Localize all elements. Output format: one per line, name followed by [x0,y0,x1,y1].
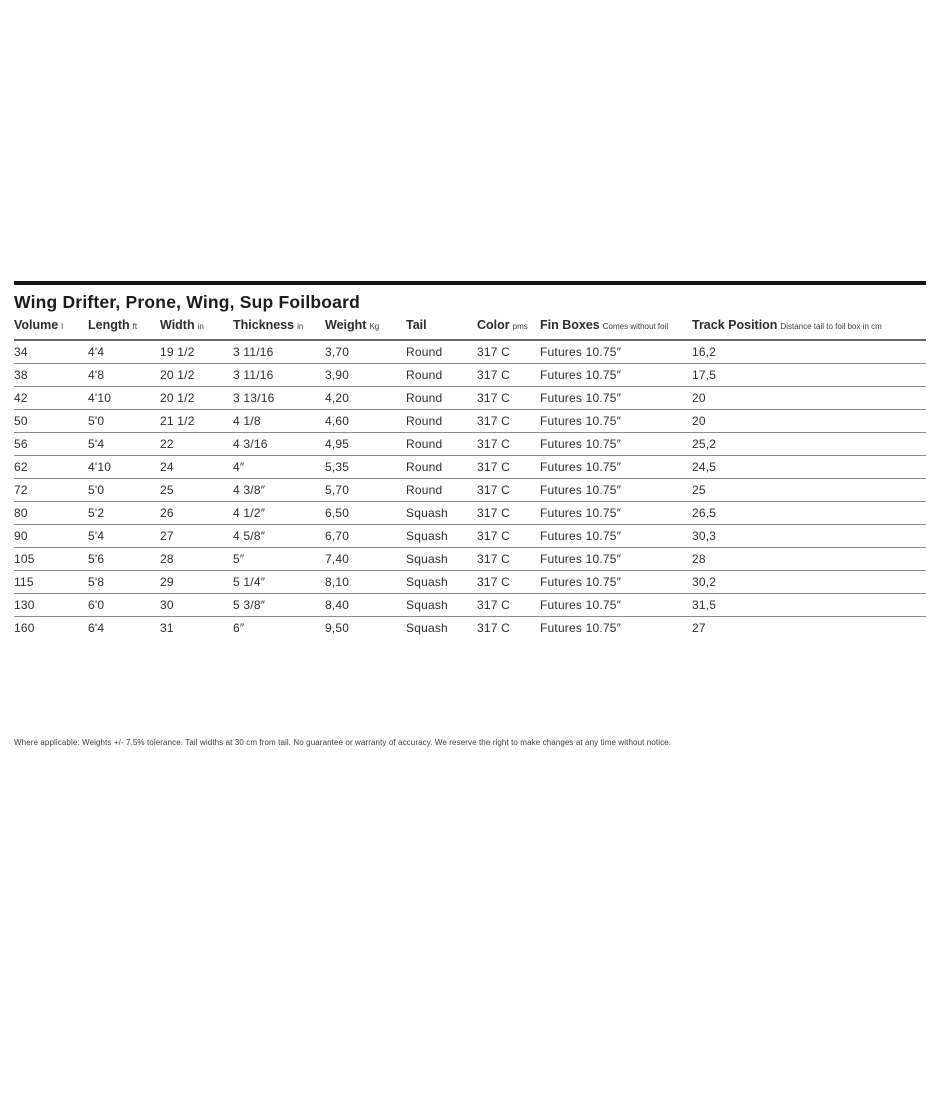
cell-color: 317 C [477,410,540,433]
cell-color: 317 C [477,525,540,548]
cell-length: 4'8 [88,364,160,387]
table-header-row [14,315,926,340]
cell-track-position: 25 [692,479,926,502]
column-header-weight [325,315,406,340]
spec-table [14,315,926,639]
cell-width: 26 [160,502,233,525]
cell-color: 317 C [477,502,540,525]
column-header-volume [14,315,88,340]
cell-weight: 9,50 [325,621,350,635]
cell-color: 317 C [477,548,540,571]
cell-tail: Round [406,340,477,364]
column-label: Volume [14,318,59,332]
cell-thickness: 4 3/16 [233,433,325,456]
cell-fin-boxes: Futures 10.75″ [540,479,692,502]
cell-track-position: 27 [692,621,706,635]
cell-width: 22 [160,433,233,456]
column-header-tail [406,315,477,340]
cell-thickness: 4 1/8 [233,410,325,433]
cell-volume: 160 [14,621,35,635]
cell-color: 317 C [477,479,540,502]
column-header-track-position [692,315,926,340]
page-title: Wing Drifter, Prone, Wing, Sup Foilboard [14,292,361,312]
table-row [14,433,926,456]
cell-fin-boxes: Futures 10.75″ [540,502,692,525]
cell-track-position: 24,5 [692,456,926,479]
cell-tail: Round [406,387,477,410]
cell-tail: Round [406,456,477,479]
cell-length: 5'0 [88,479,160,502]
cell-track-position: 30,3 [692,525,926,548]
cell-volume: 130 [14,594,88,617]
cell-weight: 8,40 [325,594,406,617]
cell-weight: 6,70 [325,525,406,548]
cell-fin-boxes: Futures 10.75″ [540,456,692,479]
cell-fin-boxes: Futures 10.75″ [540,340,692,364]
column-label: Tail [406,318,427,332]
cell-color: 317 C [477,387,540,410]
cell-weight: 3,90 [325,364,406,387]
cell-width: 24 [160,456,233,479]
column-unit: in [197,322,204,331]
column-header-length [88,315,160,340]
cell-color: 317 C [477,340,540,364]
column-label: Color [477,318,510,332]
table-row [14,456,926,479]
cell-fin-boxes: Futures 10.75″ [540,364,692,387]
table-row [14,617,926,640]
cell-tail: Round [406,364,477,387]
table-row [14,340,926,364]
column-header-width [160,315,233,340]
cell-thickness: 3 13/16 [233,387,325,410]
column-header-thickness [233,315,325,340]
cell-length: 5'0 [88,410,160,433]
cell-track-position: 20 [692,387,926,410]
cell-width: 20 1/2 [160,364,233,387]
cell-track-position: 26,5 [692,502,926,525]
cell-thickness: 3 11/16 [233,364,325,387]
cell-tail: Round [406,433,477,456]
table-row [14,502,926,525]
cell-volume: 42 [14,387,88,410]
cell-thickness: 5 3/8″ [233,594,325,617]
table-body [14,340,926,639]
table-row [14,571,926,594]
cell-width: 30 [160,594,233,617]
column-unit: pms [512,322,528,331]
cell-length: 6'0 [88,594,160,617]
cell-length: 4'4 [88,340,160,364]
cell-tail: Squash [406,571,477,594]
cell-width: 29 [160,571,233,594]
column-label: Thickness [233,318,295,332]
cell-volume: 115 [14,571,88,594]
cell-tail: Squash [406,502,477,525]
cell-color: 317 C [477,594,540,617]
cell-weight: 4,20 [325,387,406,410]
column-unit: in [297,322,304,331]
cell-thickness: 5″ [233,548,325,571]
cell-tail: Round [406,410,477,433]
cell-length: 4'10 [88,456,160,479]
cell-track-position: 16,2 [692,340,926,364]
cell-weight: 4,60 [325,410,406,433]
cell-tail: Squash [406,548,477,571]
cell-fin-boxes: Futures 10.75″ [540,387,692,410]
table-row [14,479,926,502]
cell-volume: 62 [14,456,88,479]
cell-track-position: 25,2 [692,433,926,456]
cell-thickness: 5 1/4″ [233,571,325,594]
disclaimer-text: Where applicable: Weights +/- 7.5% tolerance. Tail widths at 30 cm from tail. No guarantee or warranty of accuracy. We reserve the right to make changes at any time without notice. [14,738,672,747]
cell-width: 31 [160,621,174,635]
cell-width: 21 1/2 [160,410,233,433]
cell-tail: Squash [406,621,448,635]
table-row [14,410,926,433]
column-label: Width [160,318,195,332]
cell-weight: 3,70 [325,340,406,364]
cell-thickness: 4 1/2″ [233,502,325,525]
table-row [14,387,926,410]
table-row [14,364,926,387]
column-label: Weight [325,318,367,332]
cell-tail: Round [406,479,477,502]
cell-volume: 50 [14,410,88,433]
cell-volume: 80 [14,502,88,525]
cell-weight: 5,35 [325,456,406,479]
cell-length: 6'4 [88,621,105,635]
cell-length: 5'8 [88,571,160,594]
cell-fin-boxes: Futures 10.75″ [540,525,692,548]
cell-color: 317 C [477,571,540,594]
cell-fin-boxes: Futures 10.75″ [540,571,692,594]
cell-length: 5'6 [88,548,160,571]
cell-color: 317 C [477,433,540,456]
cell-width: 27 [160,525,233,548]
cell-tail: Squash [406,525,477,548]
column-label: Fin Boxes [540,318,600,332]
cell-color: 317 C [477,364,540,387]
cell-thickness: 6″ [233,621,245,635]
cell-track-position: 31,5 [692,594,926,617]
cell-length: 5'4 [88,433,160,456]
cell-color: 317 C [477,456,540,479]
cell-length: 4'10 [88,387,160,410]
cell-width: 25 [160,479,233,502]
cell-thickness: 4 3/8″ [233,479,325,502]
cell-tail: Squash [406,594,477,617]
cell-weight: 6,50 [325,502,406,525]
cell-fin-boxes: Futures 10.75″ [540,433,692,456]
column-header-fin-boxes [540,315,692,340]
cell-width: 19 1/2 [160,340,233,364]
cell-weight: 7,40 [325,548,406,571]
column-unit: Distance tail to foil box in cm [780,322,882,331]
cell-track-position: 17,5 [692,364,926,387]
cell-track-position: 28 [692,548,926,571]
cell-weight: 8,10 [325,571,406,594]
cell-thickness: 4 5/8″ [233,525,325,548]
column-unit: Comes without foil [602,322,669,331]
cell-track-position: 30,2 [692,571,926,594]
column-unit: l [61,322,64,331]
cell-color: 317 C [477,621,511,635]
cell-volume: 38 [14,364,88,387]
cell-volume: 90 [14,525,88,548]
cell-track-position: 20 [692,410,926,433]
cell-fin-boxes: Futures 10.75″ [540,410,692,433]
column-header-color [477,315,540,340]
cell-volume: 105 [14,548,88,571]
cell-length: 5'2 [88,502,160,525]
table-header [14,315,926,340]
cell-weight: 5,70 [325,479,406,502]
spec-sheet [14,281,926,747]
cell-width: 28 [160,548,233,571]
column-label: Length [88,318,130,332]
cell-volume: 34 [14,340,88,364]
table-row [14,594,926,617]
cell-thickness: 3 11/16 [233,340,325,364]
cell-width: 20 1/2 [160,387,233,410]
cell-thickness: 4″ [233,456,325,479]
table-row [14,525,926,548]
cell-volume: 72 [14,479,88,502]
cell-weight: 4,95 [325,433,406,456]
cell-fin-boxes: Futures 10.75″ [540,548,692,571]
column-unit: Kg [369,322,380,331]
cell-fin-boxes: Futures 10.75″ [540,621,622,635]
table-row [14,548,926,571]
cell-fin-boxes: Futures 10.75″ [540,594,692,617]
cell-volume: 56 [14,433,88,456]
column-label: Track Position [692,318,778,332]
column-unit: ft [132,322,138,331]
cell-length: 5'4 [88,525,160,548]
